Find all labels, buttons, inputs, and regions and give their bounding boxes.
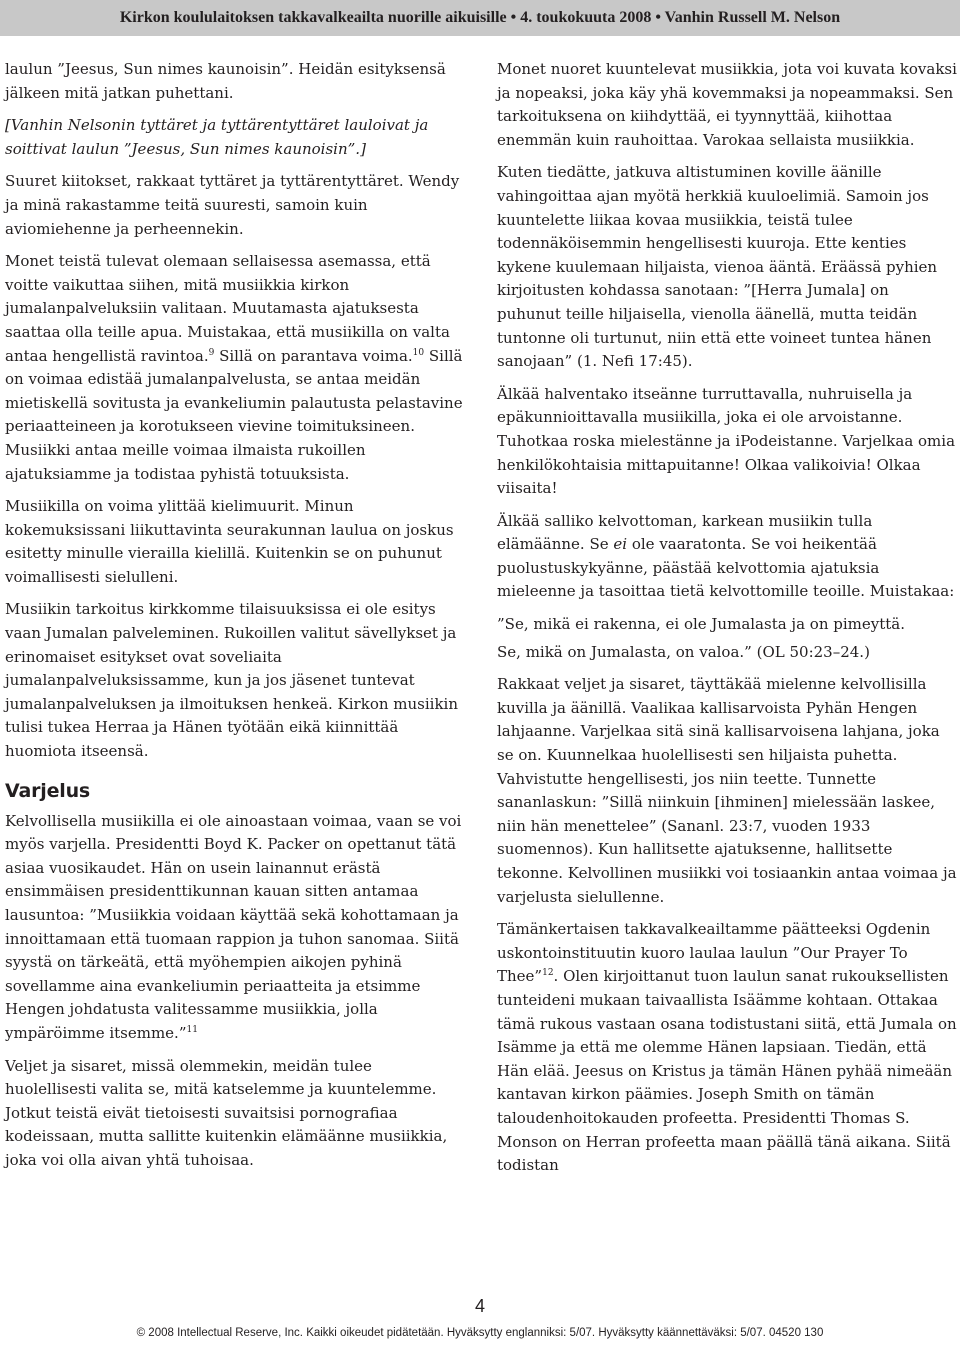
section-heading: Varjelus <box>5 779 91 802</box>
text-run: Sillä on parantava voima. <box>214 346 413 365</box>
text-run: ole vaaratonta. Se voi heikentää puolustuskykyänne, päästää kelvottomia ajatuksia mieleenne ja tasoittaa tietä kelvottomille teoille. Muistakaa: <box>497 535 955 601</box>
left-column <box>5 58 465 1182</box>
paragraph <box>5 810 465 1046</box>
paragraph: Kuten tiedätte, jatkuva altistuminen koville äänille vahingoittaa ajan myötä herkkiä kuuloelimiä. Samoin jos kuuntelette liikaa kovaa musiikkia, teistä tulee todennäköisemmin hengellisesti kuuroja. Ette kenties kykene kuulemaan hiljaista, vienoa ääntä. Eräässä pyhien kirjoitusten kohdassa sanotaan: ”[Herra Jumala] on puhunut teille hiljaisella, vienolla äänellä, mutta teidän tuntonne oli turtunut, niin että ette voineet tuntea hänen sanojaan” (1. Nefi 17:45). <box>497 163 938 371</box>
text-run: Tämänkertaisen takkavalkeailtamme päätteeksi Ogdenin uskontoinstituutin kuoro laulaa laulun ”Our Prayer To Thee” <box>497 920 931 986</box>
text-run: . Olen kirjoittanut tuon laulun sanat rukouksellisten tunteideni mukaan taivaallista Isäämme kohtaan. Ottakaa tämä rukous vastaan osana todistustani siitä, että Jumala on Isämme ja että me olemme Hänen lapsiaan. Tiedän, että Hän elää. Jeesus on Kristus ja tämän Hänen pyhää nimeään kantavan kirkon päämies. Joseph Smith on tämän taloudenhoitokauden profeetta. Presidentti Thomas S. Monson on Herran profeetta maan päällä tänä aikana. Siitä todistan <box>497 967 957 1175</box>
paragraph: Suuret kiitokset, rakkaat tyttäret ja tyttärentyttäret. Wendy ja minä rakastamme teitä suuresti, samoin kuin aviomiehenne ja perheennekin. <box>5 172 460 238</box>
footnote-ref: 12 <box>542 968 554 979</box>
text-run: Älkää salliko kelvottoman, karkean musiikin tulla elämäänne. Se <box>497 511 873 554</box>
paragraph: Veljet ja sisaret, missä olemmekin, meidän tulee huolellisesti valita se, mitä katselemme ja kuuntelemme. Jotkut teistä eivät tietoisesti suvaitsisi pornografiaa kodeissaan, mutta sallitte kuitenkin elämäänne musiikkia, joka voi olla aivan yhtä tuhoisaa. <box>5 1056 448 1169</box>
text-run: Sillä on voimaa edistää jumalanpalvelusta, se antaa meidän mietiskellä sovitusta ja evankeliumin palautusta pelastavine periaatteineen ja korotukseen vievine toimituksineen. Musiikki antaa meille voimaa ilmaista rukoillen ajatuksiamme ja todistaa pyhistä totuuksista. <box>5 346 463 483</box>
text-run: Monet teistä tulevat olemaan sellaisessa asemassa, että voitte vaikuttaa siihen, mitä musiikkia kirkon jumalanpalveluksiin valitaan. Muutamasta ajatuksesta saattaa olla teille apua. Muistakaa, että musiikilla on valta antaa hengellistä ravintoa. <box>5 252 450 365</box>
header-title: Kirkon koululaitoksen takkavalkeailta nuorille aikuisille • 4. toukokuuta 2008 • Vanhin Russell M. Nelson <box>119 9 841 26</box>
paragraph: laulun ”Jeesus, Sun nimes kaunoisin”. Heidän esityksensä jälkeen mitä jatkan puhettani. <box>5 60 446 102</box>
footnote-ref: 9 <box>208 347 215 358</box>
paragraph <box>497 510 957 604</box>
right-column <box>497 58 957 1187</box>
footnote-ref: 11 <box>186 1024 198 1035</box>
paragraph: Musiikin tarkoitus kirkkomme tilaisuuksissa ei ole esitys vaan Jumalan palveleminen. Rukoillen valitut sävellykset ja erinomaiset esitykset ovat soveliaita jumalanpalveluksissamme, kun ja jos jäsenet tuntevat jumalanpalveluksen ja ilmoituksen henkeä. Kirkon musiikin tulisi tukea Herraa ja Hänen työtään eikä kiinnittää huomiota itseensä. <box>5 600 459 761</box>
page-header <box>0 0 960 36</box>
text-run: Kelvollisella musiikilla ei ole ainoastaan voimaa, vaan se voi myös varjella. Presidentti Boyd K. Packer on opettanut tätä asiaa vuosikaudet. Hän on usein lainannut erästä ensimmäisen presidenttikunnan kauan sitten antamaa lausuntoa: ”Musiikkia voidaan käyttää sekä kohottamaan ja innoittamaan että tuomaan rappion ja tuhon sanomaa. Siitä syystä on tärkeätä, että myöhempien aikojen pyhinä sovellamme aina evankeliumin periaatteita ja etsimme Hengen johdatusta valitessamme musiikkia, jolla ympäröimme itsemme.” <box>5 811 462 1042</box>
paragraph <box>497 918 957 1178</box>
footnote-ref: 10 <box>412 347 425 358</box>
italic-note <box>5 114 465 161</box>
emphasis: ei <box>613 535 628 554</box>
page-number: 4 <box>474 1296 485 1316</box>
scripture-quote: Se, mikä on Jumalasta, on valoa.” (OL 50:23–24.) <box>497 642 870 661</box>
copyright-footer: © 2008 Intellectual Reserve, Inc. Kaikki oikeudet pidätetään. Hyväksytty englanniksi: 5/07. Hyväksytty käännettäväksi: 5/07. 04520 130 <box>136 1327 824 1339</box>
scripture-quote: ”Se, mikä ei rakenna, ei ole Jumalasta ja on pimeyttä. <box>497 615 905 634</box>
paragraph <box>5 250 465 486</box>
italic-note-text: [Vanhin Nelsonin tyttäret ja tyttärentyttäret lauloivat ja soittivat laulun ”Jeesus, Sun nimes kaunoisin”.] <box>5 116 429 158</box>
paragraph: Rakkaat veljet ja sisaret, täyttäkää mielenne kelvollisilla kuvilla ja äänillä. Vaalikaa kallisarvoista Pyhän Hengen lahjaanne. Varjelkaa sitä sinä kallisarvoisena lahjana, joka se on. Kuunnelkaa huolellisesti sen hiljaista puhetta. Vahvistutte hengellisesti, jos niin teette. Tunnette sananlaskun: ”Sillä niinkuin [ihminen] mielessään laskee, niin hän menettelee” (Sananl. 23:7, vuoden 1933 suomennos). Kun hallitsette ajatuksenne, hallitsette tekonne. Kelvollinen musiikki voi tosiaankin antaa voimaa ja varjelusta sielullenne. <box>497 675 957 906</box>
paragraph: Monet nuoret kuuntelevat musiikkia, jota voi kuvata kovaksi ja nopeaksi, joka käy yhä kovemmaksi ja nopeammaksi. Sen tarkoituksena on kiihdyttää, ei tyynnyttää, kiihottaa enemmän kuin rauhoittaa. Varokaa sellaista musiikkia. <box>497 60 957 149</box>
paragraph: Älkää halventako itseänne turruttavalla, nuhruisella ja epäkunnioittavalla musiikilla, joka ei ole arvoistanne. Tuhotkaa roska mielestänne ja iPodeistanne. Varjelkaa omia henkilökohtaisia mittapuitanne! Olkaa valikoivia! Olkaa viisaita! <box>497 384 956 498</box>
paragraph: Musiikilla on voima ylittää kielimuurit. Minun kokemuksissani liikuttavinta seurakunnan laulua on joskus esitetty minulle vierailla kielillä. Kuitenkin se on puhunut voimallisesti sielulleni. <box>5 497 454 586</box>
